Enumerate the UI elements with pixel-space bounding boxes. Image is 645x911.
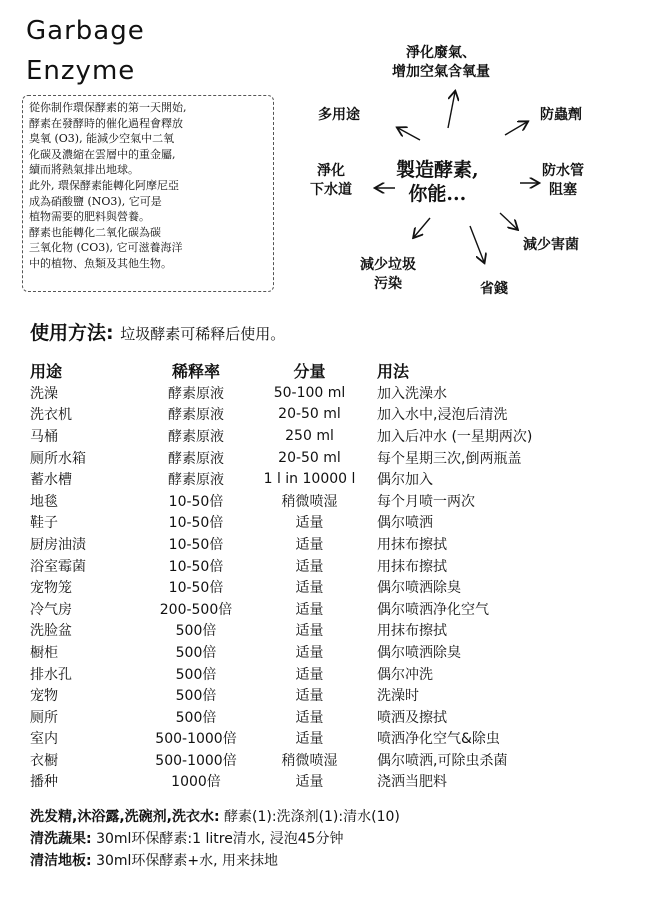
table-cell: 适量 — [295, 623, 324, 640]
table-cell: 宠物笼 — [30, 580, 72, 597]
table-cell: 浇洒当肥料 — [377, 774, 447, 791]
header-method: 用法 — [377, 361, 410, 381]
table-cell: 每个月喷一两次 — [377, 493, 475, 510]
table-row — [30, 512, 532, 534]
table-cell: 250 ml — [285, 427, 334, 444]
table-row — [30, 728, 532, 750]
table-cell: 酵素原液 — [168, 407, 224, 424]
table-cell: 用抹布擦拭 — [377, 623, 447, 640]
table-cell: 偶尔冲洗 — [377, 666, 433, 683]
table-cell: 1 l in 10000 l — [263, 471, 356, 488]
label-insecticide: 防蟲劑 — [540, 107, 582, 123]
table-cell: 酵素原液 — [168, 385, 224, 402]
table-cell: 500倍 — [175, 623, 217, 640]
label-save-money: 省錢 — [480, 281, 508, 297]
note-line: 酵素在發酵時的催化過程會釋放 — [29, 116, 183, 130]
diagram-arrows — [0, 0, 645, 320]
table-cell: 偶尔喷洒 — [377, 515, 433, 532]
usage-subtitle: 垃圾酵素可稀释后使用。 — [120, 325, 286, 343]
footer-line-2: 清洗蔬果: 30ml环保酵素:1 litre清水, 浸泡45分钟 — [30, 831, 344, 847]
usage-heading-row — [30, 318, 285, 345]
table-cell: 洗澡 — [30, 385, 58, 402]
table-cell: 适量 — [295, 731, 324, 748]
table-cell: 偶尔喷洒除臭 — [377, 644, 461, 661]
table-row — [30, 620, 532, 642]
table-cell: 10-50倍 — [168, 515, 224, 532]
table-cell: 用抹布擦拭 — [377, 558, 447, 575]
table-row — [30, 425, 532, 447]
table-cell: 橱柜 — [30, 644, 58, 661]
arrow-garbage — [414, 218, 430, 237]
table-cell: 500倍 — [175, 688, 217, 705]
table-cell: 鞋子 — [30, 515, 58, 532]
table-cell: 500倍 — [175, 644, 217, 661]
table-row — [30, 641, 532, 663]
table-cell: 洗衣机 — [30, 407, 72, 424]
table-cell: 用抹布擦拭 — [377, 536, 447, 553]
table-cell: 适量 — [295, 536, 324, 553]
table-cell: 地毯 — [30, 493, 58, 510]
header-amount: 分量 — [293, 361, 326, 381]
arrow-top — [448, 92, 455, 128]
table-cell: 10-50倍 — [168, 558, 224, 575]
table-cell: 室内 — [30, 731, 58, 748]
table-cell: 酵素原液 — [168, 472, 224, 489]
note-line: 續而將熱氣排出地球。 — [29, 163, 139, 177]
note-line: 植物需要的肥料與營養。 — [29, 210, 150, 224]
table-row — [30, 468, 532, 490]
table-cell: 洗澡时 — [377, 688, 419, 705]
table-cell: 厕所水箱 — [30, 450, 86, 467]
table-cell: 适量 — [295, 666, 324, 683]
table-cell: 适量 — [295, 558, 324, 575]
footer-line-1: 洗发精,沐浴露,洗碗剂,洗衣水: 酵素(1):洗涤剂(1):清水(10) — [30, 809, 400, 825]
table-row — [30, 598, 532, 620]
arrow-germ — [500, 213, 517, 229]
table-cell: 稍微喷湿 — [281, 493, 338, 510]
table-cell: 20-50 ml — [278, 449, 341, 466]
table-cell: 10-50倍 — [168, 580, 224, 597]
table-cell: 偶尔喷洒,可除虫杀菌 — [377, 752, 508, 769]
table-cell: 适量 — [295, 644, 324, 661]
table-cell: 酵素原液 — [168, 428, 224, 445]
note-line: 中的植物、魚類及其他生物。 — [29, 256, 172, 270]
table-row — [30, 706, 532, 728]
usage-table — [30, 358, 532, 792]
table-cell: 加入水中,浸泡后清洗 — [377, 407, 508, 424]
table-cell: 适量 — [295, 580, 324, 597]
table-cell: 200-500倍 — [159, 601, 233, 618]
arrow-insect — [505, 122, 527, 135]
table-cell: 500倍 — [175, 666, 217, 683]
note-line: 從你制作環保酵素的第一天開始, — [29, 101, 187, 114]
table-cell: 厕所 — [30, 709, 58, 726]
table-row — [30, 684, 532, 706]
table-cell: 1000倍 — [171, 774, 221, 791]
table-row — [30, 576, 532, 598]
header-purpose: 用途 — [30, 361, 63, 381]
label-reduce-germs: 減少害菌 — [523, 237, 579, 253]
table-row — [30, 404, 532, 426]
note-line: 此外, 環保酵素能轉化阿摩尼亞 — [29, 178, 179, 192]
table-row — [30, 533, 532, 555]
table-cell: 冷气房 — [30, 601, 72, 618]
table-cell: 10-50倍 — [168, 536, 224, 553]
title-line1: Garbage — [26, 16, 145, 46]
table-cell: 500倍 — [175, 709, 217, 726]
table-cell: 宠物 — [30, 688, 58, 705]
table-cell: 适量 — [295, 515, 324, 532]
usage-heading: 使用方法: — [30, 322, 114, 344]
table-cell: 适量 — [295, 601, 324, 618]
table-row — [30, 382, 532, 404]
label-prevent-pipe-block: 防水管 阻塞 — [542, 163, 584, 198]
table-row — [30, 447, 532, 469]
table-cell: 酵素原液 — [168, 450, 224, 467]
table-cell: 马桶 — [30, 428, 58, 445]
table-cell: 每个星期三次,倒两瓶盖 — [377, 450, 522, 467]
table-cell: 喷洒净化空气&除虫 — [377, 731, 500, 748]
table-cell: 排水孔 — [30, 666, 72, 683]
table-cell: 浴室霉菌 — [30, 558, 86, 575]
table-row — [30, 490, 532, 512]
table-cell: 500-1000倍 — [155, 731, 237, 748]
table-cell: 厨房油渍 — [30, 536, 86, 553]
table-cell: 适量 — [295, 709, 324, 726]
table-cell: 偶尔喷洒除臭 — [377, 580, 461, 597]
note-line: 臭氧 (O3), 能減少空氣中二氧 — [29, 132, 175, 146]
title-line2: Enzyme — [26, 56, 136, 86]
table-cell: 适量 — [295, 774, 324, 791]
table-row — [30, 771, 532, 793]
note-line: 三氧化物 (CO3), 它可滋養海洋 — [29, 241, 183, 255]
note-line: 成為硝酸鹽 (NO3), 它可是 — [29, 194, 162, 208]
label-purify-sewer: 淨化 下水道 — [310, 163, 352, 198]
table-row — [30, 749, 532, 771]
arrow-multi — [398, 128, 420, 140]
table-cell: 加入后冲水 (一星期两次) — [377, 428, 533, 445]
table-cell: 20-50 ml — [278, 406, 341, 423]
table-row — [30, 663, 532, 685]
table-cell: 稍微喷湿 — [281, 752, 338, 769]
note-line: 酵素也能轉化二氧化碳為碳 — [29, 225, 161, 239]
table-cell: 加入洗澡水 — [377, 385, 447, 402]
table-header-row — [30, 358, 532, 382]
table-cell: 适量 — [295, 688, 324, 705]
table-cell: 衣橱 — [30, 752, 58, 769]
diagram-center: 製造酵素, 你能... — [396, 159, 479, 205]
table-cell: 喷洒及擦拭 — [377, 709, 447, 726]
header-dilution: 稀释率 — [171, 361, 220, 381]
label-multi-use: 多用途 — [318, 107, 360, 123]
table-cell: 500-1000倍 — [155, 752, 237, 769]
table-cell: 播种 — [30, 774, 58, 791]
label-purify-air: 淨化廢氣、 增加空氣含氧量 — [392, 45, 490, 80]
table-cell: 蓄水槽 — [30, 472, 72, 489]
arrow-money — [470, 226, 484, 262]
note-line: 化碳及濃縮在雲層中的重金屬, — [29, 147, 176, 161]
table-cell: 10-50倍 — [168, 493, 224, 510]
table-cell: 洗脸盆 — [30, 623, 72, 640]
footer-line-3: 清洁地板: 30ml环保酵素+水, 用来抹地 — [30, 853, 279, 869]
table-row — [30, 555, 532, 577]
table-body — [30, 382, 532, 792]
table-cell: 50-100 ml — [273, 384, 346, 401]
table-cell: 偶尔加入 — [377, 472, 433, 489]
label-reduce-garbage: 減少垃圾 污染 — [360, 257, 416, 292]
table-cell: 偶尔喷洒净化空气 — [377, 601, 489, 618]
